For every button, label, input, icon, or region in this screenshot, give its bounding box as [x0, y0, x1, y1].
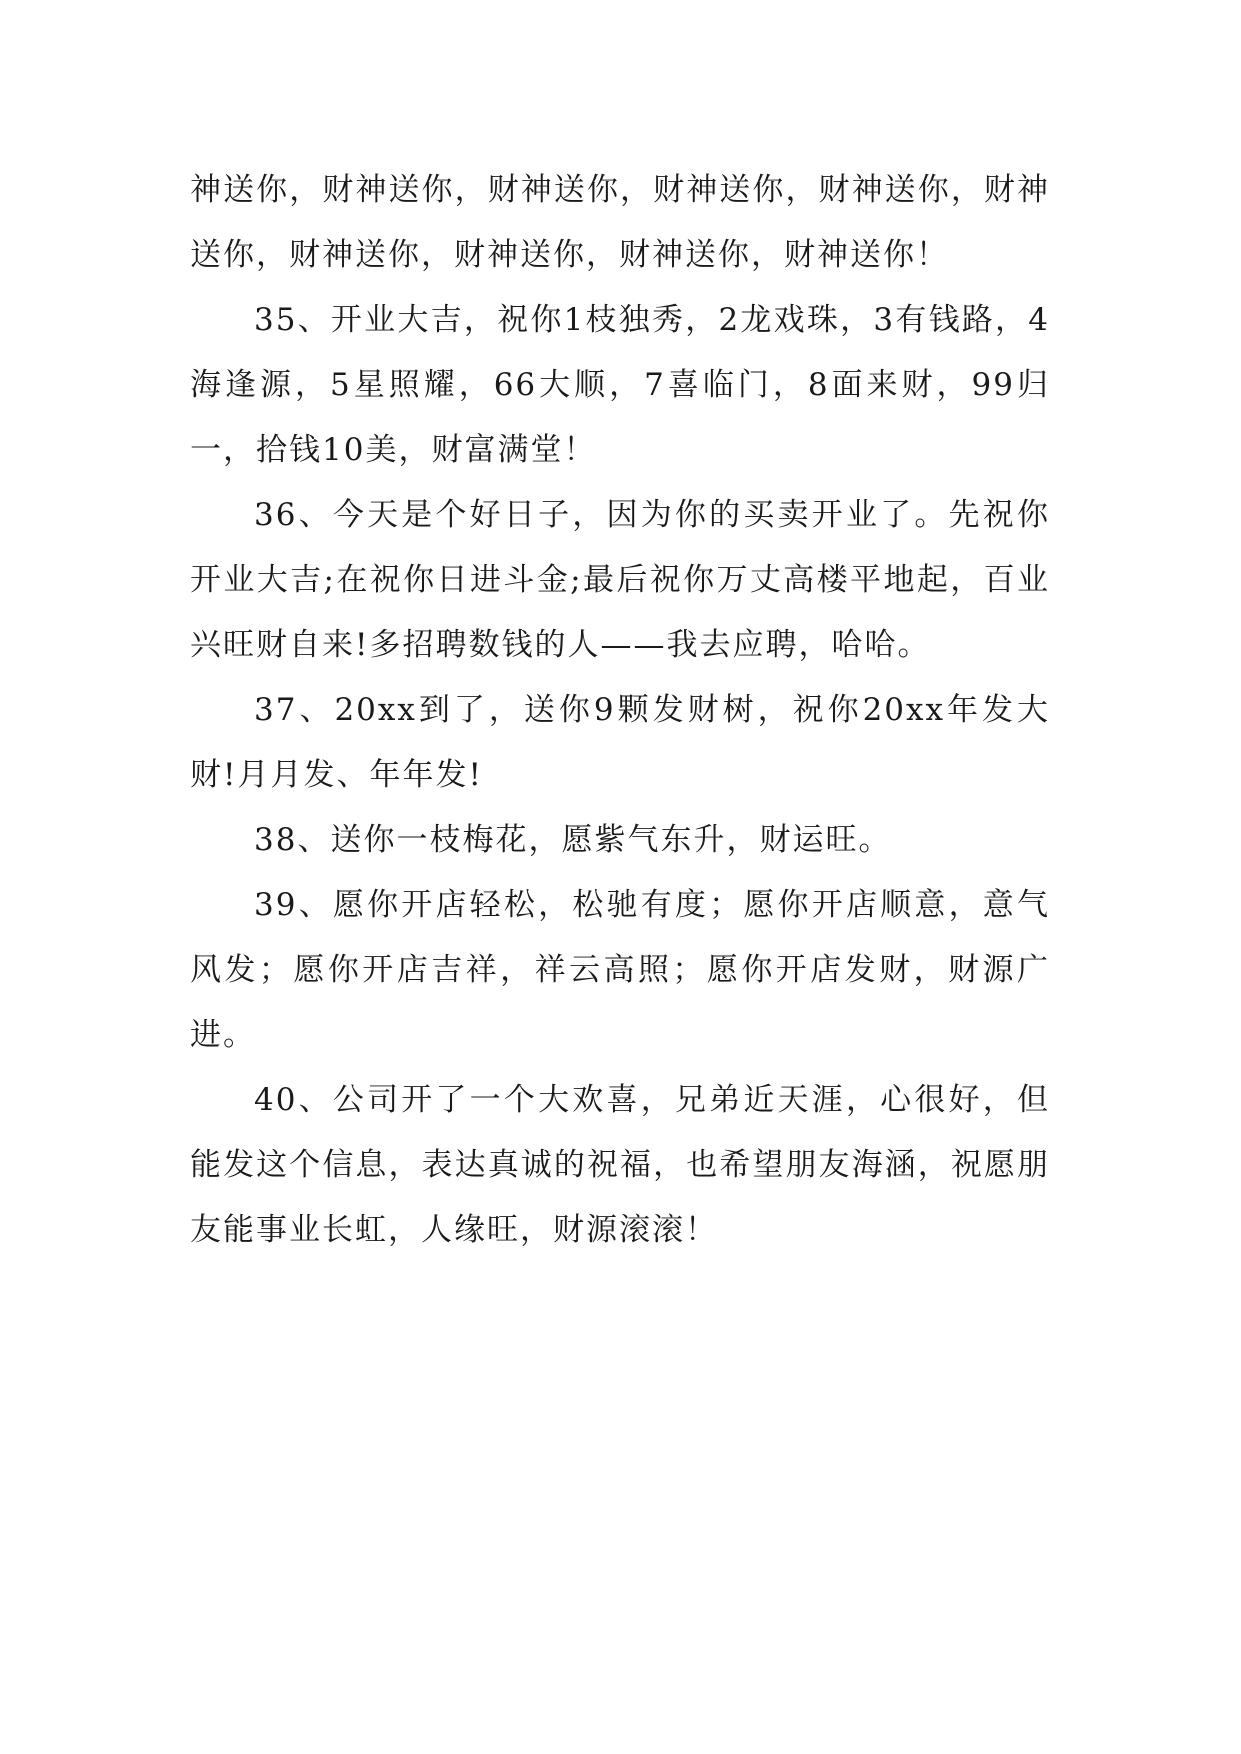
document-body: [190, 158, 1050, 1263]
paragraph-item-38: 38、送你一枝梅花，愿紫气东升，财运旺。: [254, 822, 892, 858]
paragraph-continuation: 神送你，财神送你，财神送你，财神送你，财神送你，财神送你，财神送你，财神送你，财神送你，财神送你！: [190, 172, 1050, 273]
paragraph-item-37: 37、20xx到了，送你9颗发财树，祝你20xx年发大财!月月发、年年发!: [190, 692, 1050, 793]
paragraph-item-40: 40、公司开了一个大欢喜，兄弟近天涯，心很好，但能发这个信息，表达真诚的祝福，也希望朋友海涵，祝愿朋友能事业长虹，人缘旺，财源滚滚！: [190, 1082, 1050, 1248]
paragraph-item-36: 36、今天是个好日子，因为你的买卖开业了。先祝你开业大吉;在祝你日进斗金;最后祝你万丈高楼平地起，百业兴旺财自来!多招聘数钱的人——我去应聘，哈哈。: [190, 497, 1050, 663]
paragraph-item-35: 35、开业大吉，祝你1枝独秀，2龙戏珠，3有钱路，4海逢源，5星照耀，66大顺，7喜临门，8面来财，99归一，拾钱10美，财富满堂！: [190, 302, 1050, 468]
paragraph-item-39: 39、愿你开店轻松，松驰有度；愿你开店顺意，意气风发；愿你开店吉祥，祥云高照；愿你开店发财，财源广进。: [190, 887, 1050, 1053]
